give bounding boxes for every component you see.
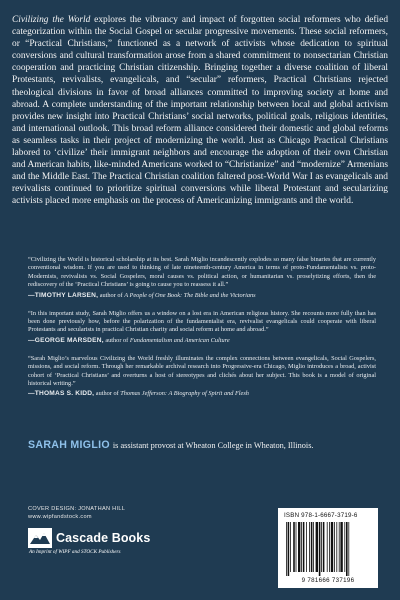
endorsement-quote: “Civilizing the World is historical scholarship at its best. Sarah Miglio incandescently explodes so many false binaries that are currently conventional wisdom. If you are used to thinking of late nineteenth-century America in terms of proto-Fundamentalists vs. proto-Modernists, revivalists vs. Social Gospelers, moral causes vs. political action, or humanitarian vs. proselytizing efforts, then the rediscovery of the ‘Practical Christians’ is going to cause you to reassess it all.” — [28, 256, 376, 289]
publisher-name: Cascade Books — [56, 531, 151, 545]
cascade-books-logo-icon — [28, 528, 52, 548]
endorser-work: Thomas Jefferson: A Biography of Spirit and Flesh — [120, 390, 249, 398]
book-title: Civilizing the World — [12, 15, 91, 25]
publisher-imprint: An Imprint of WIPF and STOCK Publishers — [29, 549, 121, 555]
endorser-credential: author of — [103, 336, 130, 344]
cover-design-credit: COVER DESIGN: JONATHAN HILL — [28, 506, 126, 512]
publisher-block — [28, 528, 188, 555]
endorsement — [28, 310, 376, 345]
isbn-label: ISBN 978-1-6667-3719-6 — [284, 512, 358, 519]
barcode-bars-icon — [284, 522, 372, 576]
endorser-name: —GEORGE MARSDEN, — [28, 336, 104, 344]
endorsement-attribution — [28, 336, 376, 345]
author-bio-text: is assistant provost at Wheaton College in Wheaton, Illinois. — [112, 441, 314, 450]
book-description — [12, 14, 388, 208]
endorser-name: —THOMAS S. KIDD, — [28, 390, 95, 398]
description-text: explores the vibrancy and impact of forgotten social reformers who defied categorization within the Social Gospel or secular progressive movements. These social reformers, or “Practical Christians,” functioned as a network of activists whose dedication to spiritual conversions and cultural transformation arose from a shared commitment to nonsectarian Christian cooperation and practicing Christian citizenship. Bringing together a diverse coalition of liberal Protestants, revivalists, evangelicals, and “secular” reformers, Practical Christians rejected theological divisions in favor of broad alliances committed to improving society at home and abroad. A complete understanding of the important relationship between local and global activism provides new insight into Practical Christians’ social networks, political goals, religious identities, and international outlook. This broad reform alliance considered their domestic and global reforms as seamless tasks in their project of modernizing the world. Just as Chicago Practical Christians labored to ‘civilize’ their immigrant neighbors and encourage the adoption of their own Christian and American habits, like-minded Americans worked to “Christianize” and “modernize” Armenians and the Middle East. The Practical Christian coalition faltered post-World War I as evangelicals and revivalists continued to prioritize spiritual conversions while liberal Protestant and secularizing activists placed more emphasis on the process of Americanizing immigrants and the world. — [12, 15, 389, 207]
endorser-work: Fundamentalism and American Culture — [129, 336, 230, 344]
endorsement-quote: “Sarah Miglio’s marvelous Civilizing the World freshly illuminates the complex connections between evangelicals, Social Gospelers, missions, and social reform. Through her remarkable archival research into Progressive-era Chicago, Miglio introduces a broad, activist cohort of ‘Practical Christians’ and overturns a host of stereotypes and clichés about her subject. This book is a model of original historical writing.” — [28, 354, 376, 388]
endorsement — [28, 256, 376, 300]
endorsement-attribution — [28, 389, 376, 398]
endorser-credential: author of — [98, 291, 125, 299]
endorser-credential: author of — [94, 390, 121, 398]
endorser-name: —TIMOTHY LARSEN, — [28, 291, 99, 299]
barcode-digits: 9 781666 737196 — [301, 577, 355, 584]
author-bio — [28, 439, 388, 451]
endorsement-attribution — [28, 291, 376, 300]
cover-credits — [28, 505, 125, 521]
endorsement — [28, 355, 376, 399]
author-name: SARAH MIGLIO — [28, 439, 110, 451]
endorsement-quote: “In this important study, Sarah Miglio offers us a window on a lost era in American religious history. She recounts more fully than has been done previously how, before the polarization of the fundamentalist era, revivalist evangelicals could cooperate with liberal Protestants and secularists in practical Christian charity and social reform at home and abroad.” — [28, 309, 376, 334]
publisher-website: www.wipfandstock.com — [28, 514, 92, 520]
endorser-work: A People of One Book: The Bible and the Victorians — [124, 291, 256, 299]
endorsements — [28, 256, 376, 408]
barcode — [278, 508, 378, 588]
